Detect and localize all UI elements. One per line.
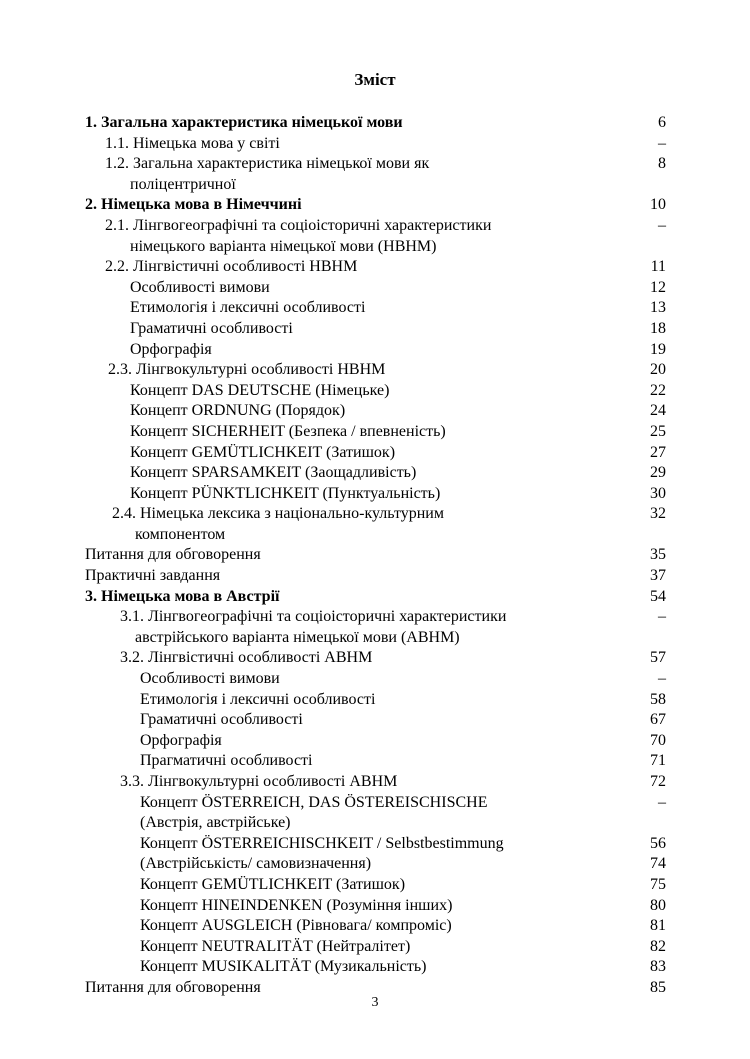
toc-entry xyxy=(0,154,750,175)
toc-entry xyxy=(0,360,750,381)
toc-entry xyxy=(0,607,750,628)
toc-entry-title: 3.1. Лінгвогеографічні та соціоісторичні характеристики xyxy=(120,608,507,626)
toc-entry-page: 75 xyxy=(650,875,666,893)
toc-entry-title: Особливості вимови xyxy=(140,670,280,688)
toc-entry-page: 25 xyxy=(650,422,666,440)
toc-entry xyxy=(0,648,750,669)
toc-entry-title: Концепт MUSIKALITÄT (Музикальність) xyxy=(140,958,427,976)
toc-entry-title: Концепт GEMÜTLICHKEIT (Затишок) xyxy=(140,875,406,893)
toc-entry-page: – xyxy=(658,608,666,626)
toc-entry-title: (Австрійськість/ самовизначення) xyxy=(140,855,372,873)
toc-entry-title: 3.2. Лінгвістичні особливості АВНМ xyxy=(120,649,373,667)
toc-entry-title: Особливості вимови xyxy=(130,278,270,296)
toc-entry-page: 85 xyxy=(650,978,666,996)
toc-entry xyxy=(0,484,750,505)
toc-entry-page: 54 xyxy=(650,587,666,605)
toc-entry-page: 58 xyxy=(650,690,666,708)
toc-entry-title: Граматичні особливості xyxy=(130,319,293,337)
toc-entry xyxy=(0,257,750,278)
toc-entry xyxy=(0,751,750,772)
toc-entry-title: 1.1. Німецька мова у світі xyxy=(105,134,280,152)
toc-entry-page: 37 xyxy=(650,567,666,585)
toc-entry-page: 70 xyxy=(650,731,666,749)
toc-entry-page: – xyxy=(658,216,666,234)
toc-entry-title: Концепт GEMÜTLICHKEIT (Затишок) xyxy=(130,443,396,461)
toc-entry xyxy=(0,504,750,525)
toc-entry-page: 24 xyxy=(650,402,666,420)
toc-entry-page: 80 xyxy=(650,896,666,914)
toc-entry-page: 10 xyxy=(650,196,666,214)
toc-entry xyxy=(0,237,750,258)
toc-entry-title: Концепт SICHERHEIT (Безпека / впевненість) xyxy=(130,422,446,440)
toc-entry-title: поліцентричної xyxy=(130,175,236,193)
toc-entry xyxy=(0,772,750,793)
page-title: Зміст xyxy=(354,70,396,89)
toc-entry xyxy=(0,443,750,464)
toc-entry-title: 2.1. Лінгвогеографічні та соціоісторичні характеристики xyxy=(105,216,492,234)
toc-entry xyxy=(0,628,750,649)
toc-entry xyxy=(0,525,750,546)
toc-entry-title: 1. Загальна характеристика німецької мови xyxy=(85,114,403,131)
toc-entry-title: Концепт DAS DEUTSCHE (Німецьке) xyxy=(130,381,390,399)
toc-entry-title: Етимологія і лексичні особливості xyxy=(130,299,366,317)
toc-entry xyxy=(0,813,750,834)
toc-entry-title: (Австрія, австрійське) xyxy=(140,814,291,832)
toc-entry-title: 2. Німецька мова в Німеччині xyxy=(85,196,302,214)
toc-entry-page: – xyxy=(658,134,666,152)
toc-entry xyxy=(0,545,750,566)
toc-entry-page: 72 xyxy=(650,773,666,790)
toc-entry-title: 2.3. Лінгвокультурні особливості НВНМ xyxy=(108,361,386,379)
toc-entry-title: австрійського варіанта німецької мови (АВНМ) xyxy=(135,628,460,646)
toc-entry xyxy=(0,195,750,216)
toc-entry-page: 19 xyxy=(650,340,666,358)
toc-entry xyxy=(0,710,750,731)
toc-entry xyxy=(0,957,750,978)
toc-entry xyxy=(0,401,750,422)
toc-entry-title: 1.2. Загальна характеристика німецької мови як xyxy=(105,155,430,173)
toc-entry xyxy=(0,937,750,958)
toc-entry xyxy=(0,587,750,608)
toc-entry-title: компонентом xyxy=(135,525,226,543)
toc-entry xyxy=(0,216,750,237)
toc-entry-title: Етимологія і лексичні особливості xyxy=(140,690,376,708)
toc-entry xyxy=(0,134,750,155)
toc-entry-page: 35 xyxy=(650,546,666,564)
toc-entry xyxy=(0,793,750,814)
toc-entry xyxy=(0,278,750,299)
toc-entry xyxy=(0,875,750,896)
table-of-contents xyxy=(0,113,750,999)
toc-entry-page: 83 xyxy=(650,958,666,976)
toc-entry xyxy=(0,381,750,402)
toc-entry-page: 67 xyxy=(650,711,666,729)
toc-entry xyxy=(0,854,750,875)
toc-entry-title: Концепт NEUTRALITÄT (Нейтралітет) xyxy=(140,937,411,955)
toc-entry-title: Концепт ÖSTERREICHISCHKEIT / Selbstbestimmung xyxy=(140,834,504,852)
toc-entry xyxy=(0,422,750,443)
toc-entry-title: 2.2. Лінгвістичні особливості НВНМ xyxy=(105,258,358,276)
toc-entry-title: Орфографія xyxy=(140,731,222,749)
toc-entry-title: 3. Німецька мова в Австрії xyxy=(85,587,280,605)
toc-entry xyxy=(0,916,750,937)
toc-entry-title: Практичні завдання xyxy=(85,567,221,585)
toc-entry-title: Концепт AUSGLEICH (Рівновага/ компроміс) xyxy=(140,917,452,935)
toc-entry-page: 56 xyxy=(650,834,666,852)
toc-entry xyxy=(0,319,750,340)
toc-entry-page: 11 xyxy=(650,258,666,276)
toc-entry-title: Концепт ÖSTERREICH, DAS ÖSTEREISCHISCHE xyxy=(140,793,488,811)
toc-entry-title: Концепт HINEINDENKEN (Розуміння інших) xyxy=(140,896,453,914)
toc-entry-title: Питання для обговорення xyxy=(85,978,261,996)
toc-entry xyxy=(0,298,750,319)
toc-entry-title: Орфографія xyxy=(130,340,212,358)
toc-entry xyxy=(0,463,750,484)
toc-entry-page: 13 xyxy=(650,299,666,317)
toc-entry xyxy=(0,731,750,752)
toc-entry xyxy=(0,340,750,361)
toc-entry-title: Прагматичні особливості xyxy=(140,752,313,770)
page-number-footer: 3 xyxy=(371,995,379,1010)
toc-entry-title: Концепт PÜNKTLICHKEIT (Пунктуальність) xyxy=(130,484,441,502)
toc-entry-page: 30 xyxy=(650,484,666,502)
toc-entry xyxy=(0,566,750,587)
toc-entry-title: Концепт ORDNUNG (Порядок) xyxy=(130,402,346,420)
toc-entry-page: 32 xyxy=(650,505,666,523)
toc-entry-page: 82 xyxy=(650,937,666,955)
toc-entry-title: 2.4. Німецька лексика з національно-культурним xyxy=(112,505,444,523)
toc-entry xyxy=(0,669,750,690)
toc-entry-page: 57 xyxy=(650,649,666,667)
toc-entry-title: німецького варіанта німецької мови (НВНМ) xyxy=(130,237,437,255)
toc-entry-page: 74 xyxy=(650,855,666,873)
toc-entry-title: Концепт SPARSAMKEIT (Заощадливість) xyxy=(130,464,417,482)
toc-entry-page: 20 xyxy=(650,361,666,379)
toc-entry-page: – xyxy=(658,793,666,811)
toc-entry-title: 3.3. Лінгвокультурні особливості АВНМ xyxy=(120,773,398,790)
toc-entry xyxy=(0,690,750,711)
toc-entry-page: 29 xyxy=(650,464,666,482)
toc-entry xyxy=(0,175,750,196)
toc-entry xyxy=(0,834,750,855)
toc-entry-page: 22 xyxy=(650,381,666,399)
toc-entry xyxy=(0,113,750,134)
toc-entry-page: 8 xyxy=(658,155,666,173)
toc-entry-page: 18 xyxy=(650,319,666,337)
toc-entry-page: 6 xyxy=(658,114,666,131)
toc-entry-page: 27 xyxy=(650,443,666,461)
toc-entry-title: Питання для обговорення xyxy=(85,546,261,564)
toc-entry-page: 71 xyxy=(650,752,666,770)
toc-entry-title: Граматичні особливості xyxy=(140,711,303,729)
toc-entry-page: 12 xyxy=(650,278,666,296)
toc-entry xyxy=(0,896,750,917)
toc-entry-page: 81 xyxy=(650,917,666,935)
toc-entry-page: – xyxy=(658,670,666,688)
